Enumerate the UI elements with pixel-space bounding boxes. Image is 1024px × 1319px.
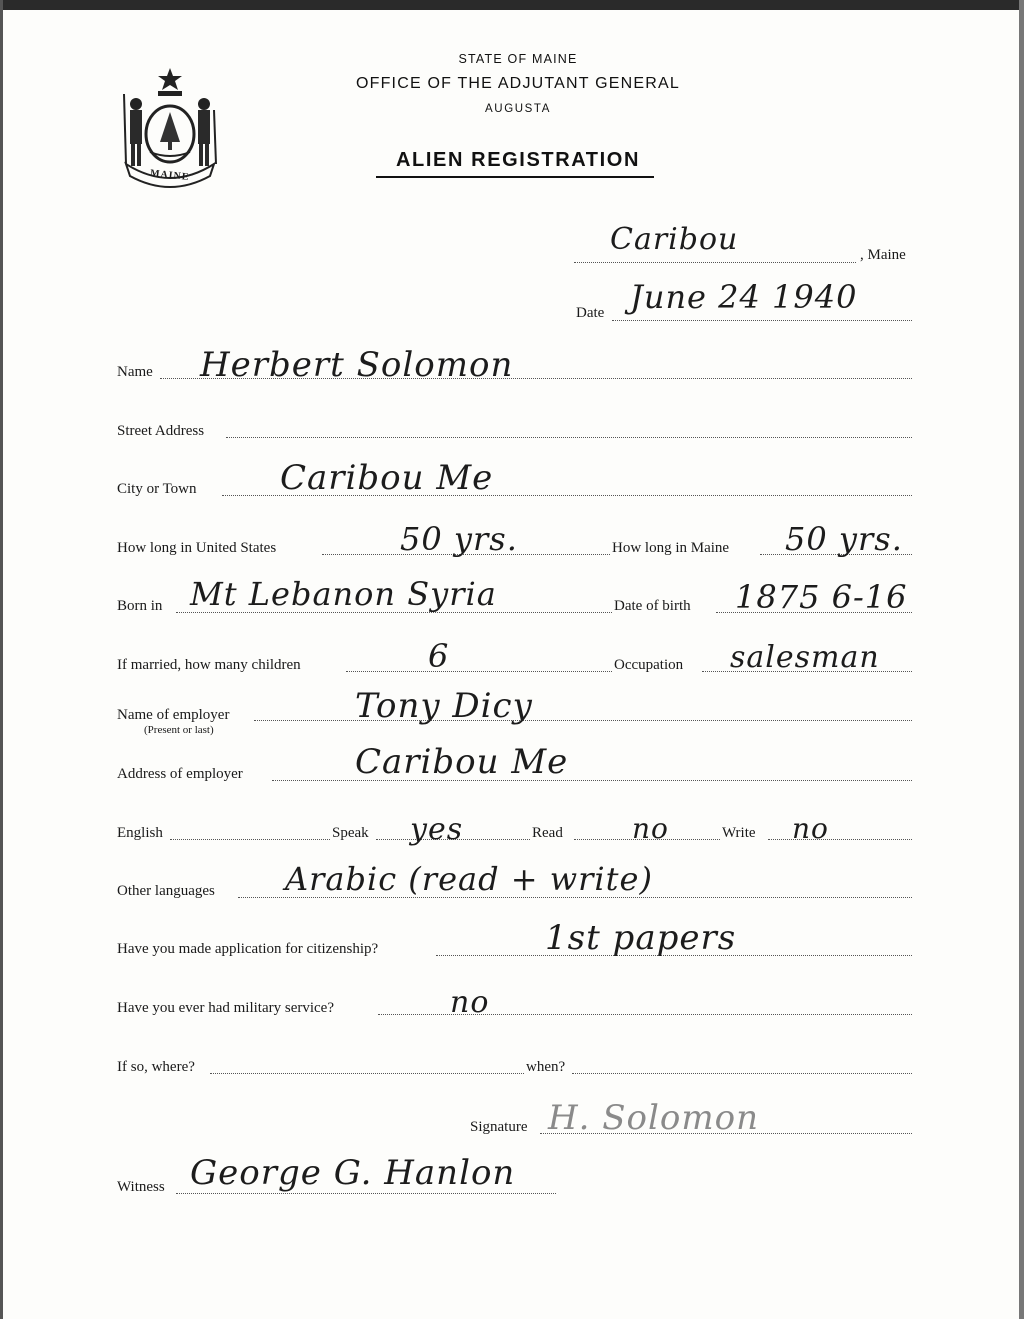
name-handwritten: Herbert Solomon: [200, 345, 514, 385]
years-maine-label: How long in Maine: [612, 540, 730, 556]
name-label: Name: [117, 364, 153, 380]
children-dotted-line: [346, 671, 612, 672]
born-label: Born in: [117, 598, 163, 614]
other-languages-label: Other languages: [117, 883, 215, 899]
header-office: OFFICE OF THE ADJUTANT GENERAL: [355, 75, 681, 92]
dob-handwritten: 1875 6-16: [735, 578, 908, 616]
born-handwritten: Mt Lebanon Syria: [190, 575, 497, 613]
where-dotted-line: [210, 1073, 524, 1074]
witness-handwritten: George G. Hanlon: [190, 1153, 516, 1193]
children-label: If married, how many children: [117, 657, 301, 673]
citizenship-label: Have you made application for citizenship?: [117, 941, 379, 957]
header-city: AUGUSTA: [485, 103, 551, 115]
speak-label: Speak: [332, 825, 369, 841]
town-dotted-line: [574, 262, 856, 263]
witness-label: Witness: [117, 1179, 165, 1195]
years-us-label: How long in United States: [117, 540, 277, 556]
employer-sublabel: (Present or last): [144, 724, 214, 736]
children-handwritten: 6: [428, 637, 450, 675]
employer-handwritten: Tony Dicy: [355, 686, 533, 726]
write-handwritten: no: [792, 812, 829, 845]
city-handwritten: Caribou Me: [280, 458, 494, 498]
where-label: If so, where?: [117, 1059, 195, 1075]
english-dotted-line: [170, 839, 330, 840]
signature-handwritten: H. Solomon: [548, 1098, 759, 1138]
street-label: Street Address: [117, 423, 205, 439]
scan-edge-top: [0, 0, 1024, 10]
other-languages-handwritten: Arabic (read + write): [285, 860, 653, 898]
when-label: when?: [526, 1059, 566, 1075]
military-handwritten: no: [450, 985, 490, 1020]
years-us-handwritten: 50 yrs.: [400, 520, 518, 558]
witness-dotted-line: [176, 1193, 556, 1194]
occupation-label: Occupation: [614, 657, 684, 673]
read-label: Read: [532, 825, 563, 841]
scan-edge-left: [0, 0, 3, 1319]
when-dotted-line: [572, 1073, 912, 1074]
seal-banner-text: MAINE: [149, 167, 190, 184]
employer-address-handwritten: Caribou Me: [355, 742, 569, 782]
title-underline: [376, 176, 654, 178]
town-handwritten: Caribou: [610, 222, 739, 257]
date-label: Date: [576, 305, 605, 321]
signature-label: Signature: [470, 1119, 528, 1135]
header-state: STATE OF MAINE: [458, 52, 578, 66]
dob-label: Date of birth: [614, 598, 691, 614]
street-dotted-line: [226, 437, 912, 438]
speak-handwritten: yes: [410, 812, 464, 847]
form-title: ALIEN REGISTRATION: [396, 149, 640, 171]
occupation-handwritten: salesman: [730, 640, 880, 675]
read-handwritten: no: [632, 812, 669, 845]
city-label: City or Town: [117, 481, 197, 497]
date-handwritten: June 24 1940: [630, 278, 858, 316]
years-maine-handwritten: 50 yrs.: [785, 520, 903, 558]
military-label: Have you ever had military service?: [117, 1000, 334, 1016]
town-suffix: , Maine: [860, 247, 906, 263]
employer-label: Name of employer: [117, 707, 230, 723]
employer-dotted-line: [254, 720, 912, 721]
scan-edge-right: [1019, 0, 1024, 1319]
english-label: English: [117, 825, 163, 841]
employer-address-label: Address of employer: [117, 766, 243, 782]
write-dotted-line: [768, 839, 912, 840]
citizenship-handwritten: 1st papers: [545, 918, 737, 958]
write-label: Write: [722, 825, 756, 841]
date-dotted-line: [612, 320, 912, 321]
